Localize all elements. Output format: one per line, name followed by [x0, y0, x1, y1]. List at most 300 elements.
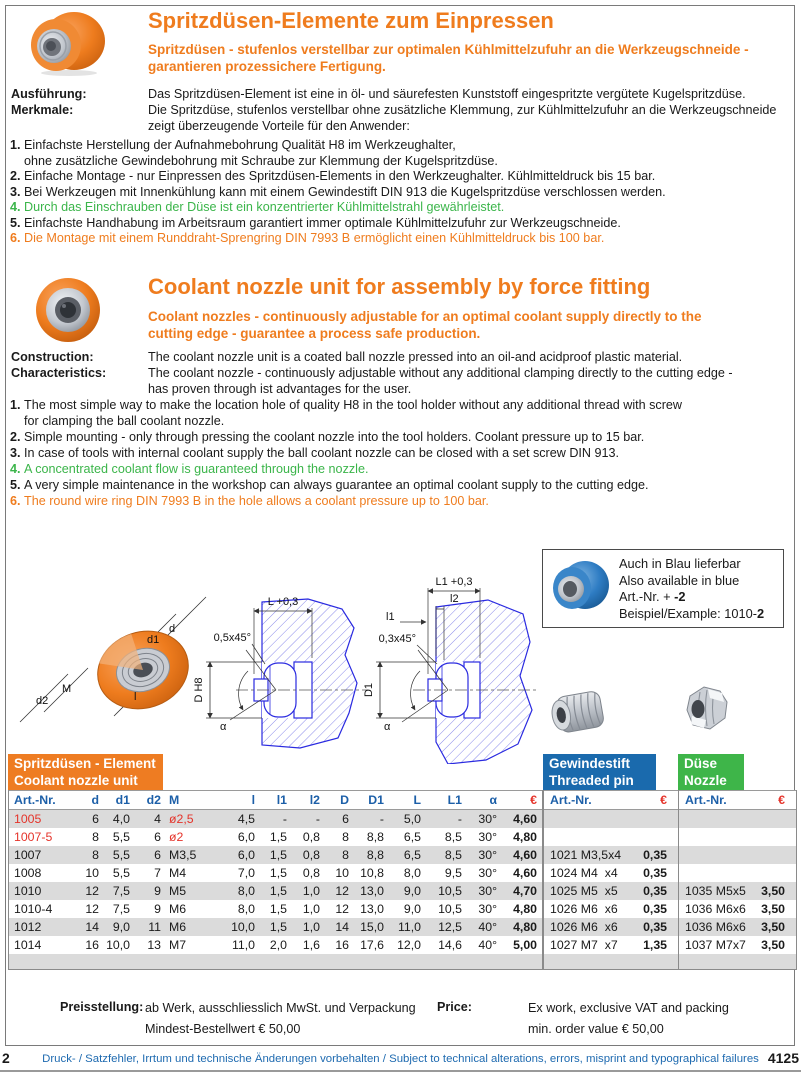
- table-cell: 9,0: [403, 884, 421, 898]
- list-item-text: Bei Werkzeugen mit Innenkühlung kann mit einem Gewindestift DIN 913 die Kugelspritzdüse verschlossen werden.: [24, 184, 666, 199]
- table-cell: 1,5: [269, 848, 287, 862]
- table-row: [544, 828, 678, 846]
- price-text-en-line1: Ex work, exclusive VAT and packing: [528, 1001, 729, 1015]
- list-item-text: The round wire ring DIN 7993 B in the hole allows a coolant pressure up to 100 bar.: [24, 494, 489, 508]
- table-cell: 5,00: [513, 938, 537, 952]
- list-item-number: [10, 413, 24, 429]
- english-subtitle-line1: Coolant nozzles - continuously adjustable for an optimal coolant supply directly to the: [148, 309, 702, 324]
- column-header: M: [169, 793, 180, 807]
- table-row: [544, 846, 678, 864]
- table-cell: 0,35: [643, 902, 667, 916]
- list-item-number: [10, 154, 24, 170]
- column-header: d2: [146, 793, 161, 807]
- price-text-de-line1: ab Werk, ausschliesslich MwSt. und Verpackung: [145, 1001, 416, 1015]
- table-cell: 8: [92, 848, 99, 862]
- table-cell: [632, 828, 672, 846]
- nozzle-part-photo: [680, 682, 732, 734]
- list-item-line: [10, 397, 682, 413]
- blue-availability-note: [542, 549, 784, 628]
- table-cell: M4: [169, 866, 187, 880]
- threaded-pin-table: [543, 790, 679, 970]
- label-construction: Construction:: [11, 350, 94, 364]
- table-cell: 4,70: [513, 884, 537, 898]
- column-header: €: [660, 793, 667, 807]
- list-item-number: 4.: [10, 462, 21, 476]
- blue-note-line3: [619, 589, 764, 606]
- table-cell: 1014: [14, 938, 42, 952]
- nozzle-bore: [692, 700, 705, 718]
- table-cell: 8: [92, 830, 99, 844]
- table-cell: M7: [169, 938, 187, 952]
- column-header: l2: [309, 793, 320, 807]
- table-cell: 11: [148, 920, 161, 934]
- price-text-en: [528, 998, 729, 1040]
- table-cell: -: [282, 812, 287, 826]
- table-cell: 30°: [478, 902, 497, 916]
- table-cell: 15,0: [360, 920, 384, 934]
- english-subtitle: [148, 308, 788, 342]
- table-cell: -: [315, 812, 320, 826]
- table-cell: 12: [335, 902, 349, 916]
- price-label-en: Price:: [437, 1000, 473, 1014]
- table-cell: 5,5: [112, 866, 130, 880]
- english-title: Coolant nozzle unit for assembly by force fitting: [148, 274, 651, 299]
- list-item-number: 1.: [10, 138, 21, 152]
- table-cell: 17,6: [360, 938, 384, 952]
- table-cell: 30°: [478, 884, 497, 898]
- orange-nozzle-photo-side: [24, 9, 108, 77]
- column-header: Art.-Nr.: [550, 793, 592, 807]
- table-cell: 9,0: [403, 902, 421, 916]
- table-cell: 12,5: [438, 920, 462, 934]
- list-item-text: A concentrated coolant flow is guaranteed through the nozzle.: [24, 462, 369, 476]
- table-cell: M6: [169, 920, 187, 934]
- threaded-pin-photo: [548, 684, 610, 740]
- table-cell: 1026 M6 x6: [550, 920, 618, 934]
- table-cell: 10,0: [106, 938, 130, 952]
- table-row: [9, 900, 542, 918]
- main-table-title-de: Spritzdüsen - Element: [14, 756, 156, 771]
- table-row: [544, 810, 678, 828]
- table-cell: 1036 M6x6: [685, 920, 746, 934]
- table-cell: 8: [342, 830, 349, 844]
- table-cell: 6: [154, 848, 161, 862]
- table-cell: 3,50: [761, 884, 785, 898]
- table-cell: 0,8: [302, 830, 320, 844]
- blue-note-line4: [619, 606, 764, 623]
- table-cell: 1,0: [302, 884, 320, 898]
- chamfer-label-2: 0,3x45°: [378, 633, 416, 645]
- dim-label-L1: L1 +0,3: [435, 576, 473, 588]
- table-cell: 8,5: [444, 830, 462, 844]
- iso-cutaway-drawing: [20, 597, 206, 722]
- table-cell: 30°: [478, 812, 497, 826]
- table-row: [9, 846, 542, 864]
- pin-table-title-box: [543, 754, 656, 790]
- list-item-line: [10, 154, 666, 170]
- list-item-line: [10, 216, 666, 232]
- table-cell: 1005: [14, 812, 42, 826]
- english-body-line2: The coolant nozzle - continuously adjustable without any additional clamping directly to the cutting edge -: [148, 366, 733, 380]
- nozzle-table-title-en: Nozzle: [684, 772, 727, 788]
- dim-label-l1: l1: [386, 611, 395, 623]
- dim-label-l: l: [134, 691, 137, 703]
- table-cell: [679, 846, 751, 864]
- table-cell: 4,80: [513, 830, 537, 844]
- table-row: [679, 936, 796, 954]
- price-text-de: [145, 998, 416, 1040]
- dim-label-M: M: [62, 683, 72, 695]
- table-cell: 4,60: [513, 848, 537, 862]
- table-cell: 0,35: [643, 884, 667, 898]
- list-item-text: Simple mounting - only through pressing the coolant nozzle into the tool holders. Coolant pressure up to 15 bar.: [24, 430, 645, 444]
- table-cell: 6,5: [403, 848, 421, 862]
- nozzle-table-title-de: Düse: [684, 756, 718, 771]
- table-cell: 1027 M7 x7: [550, 938, 618, 952]
- table-cell: 1,5: [269, 884, 287, 898]
- table-cell: 30°: [478, 866, 497, 880]
- table-cell: 1035 M5x5: [685, 884, 746, 898]
- table-row: [9, 864, 542, 882]
- table-row: [9, 936, 542, 954]
- price-label-de: Preisstellung:: [60, 1000, 144, 1014]
- list-item-number: 2.: [10, 169, 21, 183]
- table-cell: 1007: [14, 848, 42, 862]
- photo-shadow: [41, 70, 97, 76]
- bore-label-D1: D1: [363, 682, 375, 698]
- table-cell: [679, 864, 751, 882]
- table-cell: 7,5: [112, 884, 130, 898]
- table-row: [679, 882, 796, 900]
- table-cell: 0,35: [643, 848, 667, 862]
- dim-label-d: d: [169, 623, 176, 635]
- german-subtitle-line1: Spritzdüsen - stufenlos verstellbar zur optimalen Kühlmittelzufuhr an die Werkzeugschneide -: [148, 42, 749, 57]
- german-subtitle: [148, 41, 788, 75]
- column-header: L: [413, 793, 421, 807]
- table-cell: 6,0: [237, 830, 255, 844]
- table-cell: 3,50: [761, 938, 785, 952]
- table-cell: 1,5: [269, 902, 287, 916]
- table-cell: 7,5: [112, 902, 130, 916]
- orange-nozzle-photo-front: [24, 276, 108, 346]
- table-cell: -: [379, 812, 384, 826]
- table-cell: 12: [85, 902, 99, 916]
- table-cell: 9,0: [112, 920, 130, 934]
- table-cell: 0,35: [643, 866, 667, 880]
- table-cell: 1,5: [269, 920, 287, 934]
- table-cell: [751, 810, 790, 828]
- table-cell: 2,0: [269, 938, 287, 952]
- column-header: D1: [368, 793, 384, 807]
- table-cell: 1026 M6 x6: [550, 902, 618, 916]
- list-item-text: Einfache Montage - nur Einpressen des Spritzdüsen-Elements in den Werkzeughalter. Kühlmitteldruck bis 15 bar.: [24, 169, 656, 183]
- english-body: [148, 349, 733, 397]
- column-header: L1: [447, 793, 462, 807]
- table-cell: 13,0: [360, 884, 384, 898]
- list-item-number: 3.: [10, 446, 21, 460]
- table-cell: 12: [85, 884, 99, 898]
- table-cell: 1036 M6x6: [685, 902, 746, 916]
- price-text-en-line2: min. order value € 50,00: [528, 1022, 664, 1036]
- table-row: [679, 810, 796, 828]
- list-item-number: 4.: [10, 200, 21, 214]
- table-cell: 30°: [478, 848, 497, 862]
- blue-note-text: [619, 556, 764, 622]
- table-cell: 11,0: [231, 938, 255, 952]
- german-body-line3: zeigt überzeugende Vorteile für den Anwender:: [148, 119, 410, 133]
- table-cell: ø2: [169, 830, 184, 844]
- footer-disclaimer: Druck- / Satzfehler, Irrtum und technische Änderungen vorbehalten / Subject to technical alterations, errors, misprint and typographical failures: [42, 1053, 759, 1065]
- table-empty-row: [544, 954, 678, 969]
- table-cell: 8,8: [366, 848, 384, 862]
- list-item-line: [10, 200, 666, 216]
- table-cell: 1010-4: [14, 902, 53, 916]
- section-drawing-holder: [193, 596, 368, 748]
- table-cell: 4,60: [513, 812, 537, 826]
- ball-center: [60, 302, 76, 318]
- column-header: α: [489, 793, 497, 807]
- table-cell: M3,5: [169, 848, 197, 862]
- table-cell: 5,5: [112, 830, 130, 844]
- german-body: [148, 86, 776, 134]
- table-cell: 1,6: [302, 938, 320, 952]
- label-characteristics: Characteristics:: [11, 366, 107, 380]
- table-cell: 1010: [14, 884, 42, 898]
- table-cell: [544, 828, 632, 846]
- list-item-text: Durch das Einschrauben der Düse ist ein konzentrierter Kühlmittelstrahl gewährleistet.: [24, 200, 505, 214]
- table-cell: 1008: [14, 866, 42, 880]
- table-cell: 6,0: [237, 848, 255, 862]
- bore-label-DH8: D H8: [193, 677, 205, 703]
- table-cell: 14: [85, 920, 99, 934]
- dim-label-d1: d1: [147, 634, 160, 646]
- table-cell: 4,5: [237, 812, 255, 826]
- table-row: [544, 918, 678, 936]
- table-cell: M6: [169, 902, 187, 916]
- coolant-nozzle-table: [8, 790, 543, 970]
- table-cell: 10: [335, 866, 349, 880]
- list-item-text: Einfachste Herstellung der Aufnahmebohrung Qualität H8 im Werkzeughalter,: [24, 138, 456, 152]
- list-item-number: 5.: [10, 215, 21, 230]
- table-cell: 4,60: [513, 866, 537, 880]
- list-item-text: for clamping the ball coolant nozzle.: [24, 414, 225, 428]
- blue-note-line4-bold: 2: [757, 605, 765, 621]
- list-item-line: [10, 413, 682, 429]
- pin-table-title-de: Gewindestift: [549, 756, 631, 771]
- table-cell: 13: [147, 938, 161, 952]
- table-row: [679, 828, 796, 846]
- table-cell: 10: [85, 866, 99, 880]
- table-cell: 3,50: [761, 920, 785, 934]
- nozzle-table: [678, 790, 797, 970]
- table-cell: 10,5: [438, 902, 462, 916]
- nozzle-hole-inner: [46, 41, 56, 51]
- table-cell: 0,8: [302, 848, 320, 862]
- table-cell: 3,50: [761, 902, 785, 916]
- list-item-text: Die Montage mit einem Runddraht-Sprengring DIN 7993 B ermöglicht einen Kühlmitteldruck bis 100 bar.: [24, 231, 605, 245]
- english-body-line3: has proven through ist advantages for the user.: [148, 382, 412, 396]
- table-cell: 1037 M7x7: [685, 938, 746, 952]
- table-cell: 9: [154, 884, 161, 898]
- english-feature-list: [10, 397, 682, 509]
- blue-note-line3-text: Art.-Nr. +: [619, 589, 675, 604]
- table-cell: 4: [154, 812, 161, 826]
- table-cell: -: [457, 812, 462, 826]
- german-feature-list: [10, 138, 666, 247]
- table-cell: 1,5: [269, 866, 287, 880]
- column-header: Art.-Nr.: [685, 793, 727, 807]
- table-cell: 6,5: [403, 830, 421, 844]
- table-cell: 1,0: [302, 920, 320, 934]
- german-subtitle-line2: garantieren prozessichere Fertigung.: [148, 59, 386, 74]
- footer-rule: [0, 1070, 801, 1072]
- table-cell: [679, 828, 751, 846]
- table-cell: 1012: [14, 920, 42, 934]
- table-cell: 30°: [478, 830, 497, 844]
- table-cell: 16: [335, 938, 349, 952]
- table-row: [544, 864, 678, 882]
- blue-note-line1: Auch in Blau lieferbar: [619, 556, 741, 571]
- table-cell: 8,8: [366, 830, 384, 844]
- english-subtitle-line2: cutting edge - guarantee a process safe production.: [148, 326, 481, 341]
- table-cell: 0,8: [302, 866, 320, 880]
- table-row: [679, 900, 796, 918]
- dim-label-l2: l2: [450, 593, 459, 605]
- table-row: [679, 918, 796, 936]
- table-cell: 1021 M3,5x4: [550, 848, 622, 862]
- chamfer-label: 0,5x45°: [213, 632, 251, 644]
- german-body-line2: Die Spritzdüse, stufenlos verstellbar ohne zusätzliche Klemmung, zur Kühlmittelzufuhr an die Werkzeugschneide: [148, 103, 777, 117]
- table-cell: 6: [342, 812, 349, 826]
- list-item-text: Einfachste Handhabung im Arbeitsraum garantiert immer optimale Kühlmittelzufuhr zur Werkzeugschneide.: [24, 215, 621, 230]
- table-cell: 10,8: [360, 866, 384, 880]
- table-row: [9, 882, 542, 900]
- list-item-line: [10, 185, 666, 201]
- table-empty-row: [9, 954, 542, 969]
- list-item-line: [10, 477, 682, 493]
- table-cell: 1024 M4 x4: [550, 866, 618, 880]
- table-header-row: [9, 790, 542, 810]
- table-cell: 0,35: [643, 920, 667, 934]
- list-item-text: The most simple way to make the location hole of quality H8 in the tool holder without any additional thread with screw: [24, 398, 683, 412]
- table-cell: 13,0: [360, 902, 384, 916]
- table-cell: [544, 810, 632, 828]
- table-cell: 7,0: [237, 866, 255, 880]
- section-drawing-internal-coolant: [363, 576, 538, 764]
- table-header-row: [679, 790, 796, 810]
- list-item-number: 6.: [10, 494, 21, 508]
- list-item-number: 3.: [10, 184, 21, 199]
- table-cell: 11,0: [397, 920, 421, 934]
- table-cell: 1,0: [302, 902, 320, 916]
- table-cell: 12: [335, 884, 349, 898]
- column-header: D: [340, 793, 349, 807]
- table-cell: 12,0: [397, 938, 421, 952]
- dim-label-d2: d2: [36, 695, 49, 707]
- column-header: €: [778, 793, 785, 807]
- table-cell: [751, 828, 790, 846]
- main-table-title-box: [8, 754, 163, 790]
- column-header: d1: [115, 793, 130, 807]
- column-header: d: [91, 793, 99, 807]
- list-item-number: 6.: [10, 231, 21, 245]
- table-cell: M5: [169, 884, 187, 898]
- label-ausfuehrung: Ausführung:: [11, 87, 87, 101]
- table-cell: 6: [154, 830, 161, 844]
- dim-label-L: L +0,3: [267, 596, 299, 608]
- nozzle-table-title-box: [678, 754, 744, 790]
- list-item-line: [10, 493, 682, 509]
- english-body-line1: The coolant nozzle unit is a coated ball nozzle pressed into an oil-and acidproof plastic material.: [148, 350, 683, 364]
- table-row: [9, 810, 542, 828]
- table-cell: 4,80: [513, 902, 537, 916]
- list-item-line: [10, 138, 666, 154]
- table-cell: 4,80: [513, 920, 537, 934]
- table-empty-row: [679, 954, 796, 969]
- table-row: [9, 918, 542, 936]
- list-item-text: In case of tools with internal coolant supply the ball coolant nozzle can be closed with a set screw DIN 913.: [24, 446, 620, 460]
- column-header: €: [530, 793, 537, 807]
- blue-note-line2: Also available in blue: [619, 572, 740, 588]
- angle-label-2: α: [384, 721, 391, 733]
- angle-label: α: [220, 721, 227, 733]
- german-title: Spritzdüsen-Elemente zum Einpressen: [148, 8, 554, 33]
- table-cell: [751, 864, 790, 882]
- table-cell: [679, 810, 751, 828]
- table-cell: 5,5: [112, 848, 130, 862]
- table-row: [9, 828, 542, 846]
- table-cell: ø2,5: [169, 812, 194, 826]
- column-header: l1: [276, 793, 287, 807]
- table-cell: 14: [335, 920, 349, 934]
- page-number: 2: [2, 1050, 10, 1066]
- table-cell: 1,5: [269, 830, 287, 844]
- list-item-line: [10, 429, 682, 445]
- table-row: [544, 936, 678, 954]
- table-cell: 40°: [478, 938, 497, 952]
- column-header: l: [251, 793, 255, 807]
- list-item-number: 2.: [10, 430, 21, 444]
- list-item-line: [10, 461, 682, 477]
- list-item-line: [10, 169, 666, 185]
- table-cell: 4,0: [112, 812, 130, 826]
- nozzle-hole: [563, 581, 577, 597]
- table-cell: [751, 846, 790, 864]
- blue-nozzle-photo: [549, 558, 611, 618]
- table-cell: 16: [85, 938, 99, 952]
- list-item-line: [10, 445, 682, 461]
- table-cell: 10,5: [438, 884, 462, 898]
- table-row: [679, 864, 796, 882]
- list-item-number: 1.: [10, 398, 21, 412]
- blue-note-line3-bold: -2: [674, 589, 686, 604]
- column-header: Art.-Nr.: [14, 793, 56, 807]
- german-body-line1: Das Spritzdüsen-Element ist eine in öl- und säurefesten Kunststoff eingespritzte vergütete Kugelspritzdüse.: [148, 87, 746, 101]
- table-row: [679, 846, 796, 864]
- table-cell: 1025 M5 x5: [550, 884, 618, 898]
- table-cell: 6: [92, 812, 99, 826]
- table-cell: 8: [342, 848, 349, 862]
- table-cell: 7: [154, 866, 161, 880]
- list-item-text: A very simple maintenance in the workshop can always guarantee an optimal coolant supply to the cutting edge.: [24, 478, 649, 492]
- list-item-line: [10, 231, 666, 247]
- list-item-text: ohne zusätzliche Gewindebohrung mit Schraube zur Klemmung der Kugelspritzdüse.: [24, 153, 498, 168]
- main-table-title-en: Coolant nozzle unit: [14, 772, 138, 788]
- table-cell: 5,0: [403, 812, 421, 826]
- table-header-row: [544, 790, 678, 810]
- table-cell: 40°: [478, 920, 497, 934]
- label-merkmale: Merkmale:: [11, 103, 74, 117]
